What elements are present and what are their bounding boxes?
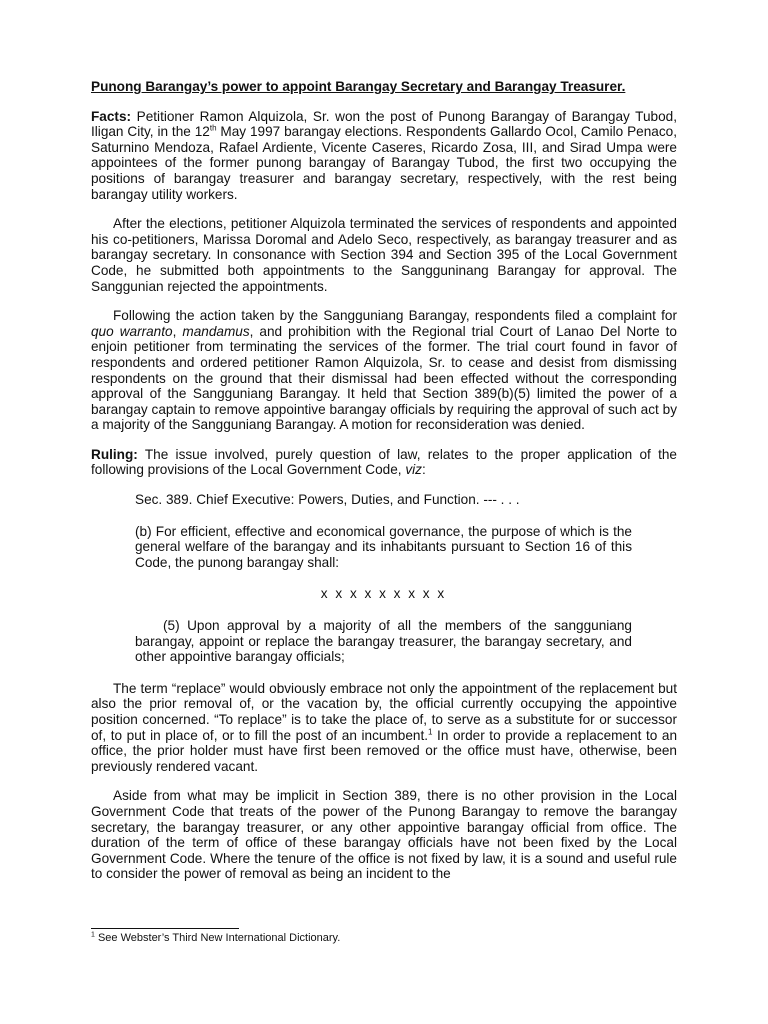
- quote-paragraph-b: (b) For efficient, effective and economical governance, the purpose of which is the general welfare of the barangay and its inhabitants pursuant to Section 16 of this Code, the punong barangay shall:: [135, 523, 632, 570]
- document-title: Punong Barangay’s power to appoint Barangay Secretary and Barangay Treasurer.: [91, 79, 626, 94]
- ruling-end: :: [421, 462, 426, 478]
- ruling-paragraph: [91, 447, 677, 478]
- facts-ordinal-suffix: th: [209, 123, 217, 133]
- quote-omission-marker: x x x x x x x x x: [320, 586, 447, 602]
- following-action-paragraph: [91, 308, 677, 433]
- after-elections-paragraph: After the elections, petitioner Alquizola terminated the services of respondents and appointed his co-petitioners, Marissa Doromal and Adelo Seco, respectively, as barangay treasurer and as barangay secretary. In consonance with Section 394 and Section 395 of the Local Government Code, he submitted both appointments to the Sangguninang Barangay for approval. The Sanggunian rejected the appointments.: [91, 216, 677, 294]
- aside-paragraph: Aside from what may be implicit in Section 389, there is no other provision in the Local Government Code that treats of the power of the Punong Barangay to remove the barangay secretary, the barangay treasurer, or any other appointive barangay official from office. The duration of the term of office of these barangay officials have not been fixed by the Local Government Code. Where the tenure of the office is not fixed by law, it is a sound and useful rule to consider the power of removal as being an incident to the: [91, 788, 677, 882]
- replace-text-2: In order to provide a replacement to an office, the prior holder must have first been removed or the office must have, otherwise, been previously rendered vacant.: [91, 727, 677, 774]
- following-italic-quo-warranto: quo warranto: [91, 323, 173, 339]
- footnote-separator: [91, 928, 239, 929]
- following-text-1: Following the action taken by the Sangguniang Barangay, respondents filed a complaint for: [113, 308, 677, 324]
- document-body: [91, 79, 677, 896]
- quote-item-5: (5) Upon approval by a majority of all the members of the sangguniang barangay, appoint or replace the barangay treasurer, the barangay secretary, and other appointive barangay officials;: [135, 618, 632, 665]
- footnote-reference: 1: [428, 727, 433, 737]
- replace-text-1: The term “replace” would obviously embrace not only the appointment of the replacement but also the prior removal of, or the vacation by, the official currently occupying the appointive position concerned. “To replace” is to take the place of, to serve as a substitute for or successor of, to put in place of, or to fill the post of an incumbent.: [91, 680, 677, 743]
- quote-section-heading: Sec. 389. Chief Executive: Powers, Duties, and Function. --- . . .: [135, 492, 520, 508]
- block-quote: [135, 492, 632, 665]
- following-text-2: ,: [172, 323, 183, 339]
- following-italic-mandamus: mandamus: [182, 323, 250, 339]
- facts-text-2: May 1997 barangay elections. Respondents Gallardo Ocol, Camilo Penaco, Saturnino Mendoza, Rafael Ardiente, Vicente Caseres, Ricardo Zosa, III, and Sirad Umpa were appointees of the former punong barangay of Barangay Tubod, the first two occupying the positions of barangay treasurer and barangay secretary, respectively, with the rest being barangay utility workers.: [91, 124, 677, 202]
- following-text-3: , and prohibition with the Regional trial Court of Lanao Del Norte to enjoin petitioner from terminating the services of the former. The trial court found in favor of respondents and ordered petitioner Ramon Alquizola, Sr. to cease and desist from dismissing respondents on the ground that their dismissal had been effected without the corresponding approval of the Sangguniang Barangay. It held that Section 389(b)(5) limited the power of a barangay captain to remove appointive barangay officials by requiring the approval of such act by a majority of the Sangguniang Barangay. A motion for reconsideration was denied.: [91, 323, 677, 433]
- facts-text-1: Petitioner Ramon Alquizola, Sr. won the post of Punong Barangay of Barangay Tubod, Iligan City, in the 12: [91, 108, 677, 140]
- ruling-label: Ruling:: [91, 446, 138, 462]
- footnote-text: See Webster’s Third New International Dictionary.: [94, 932, 341, 944]
- ruling-text: The issue involved, purely question of law, relates to the proper application of the following provisions of the Local Government Code,: [91, 446, 677, 478]
- footnote-number: 1: [91, 931, 95, 939]
- facts-paragraph: [91, 109, 677, 203]
- footnote: [91, 932, 340, 945]
- replace-paragraph: [91, 681, 677, 775]
- facts-label: Facts:: [91, 108, 132, 124]
- ruling-italic-viz: viz: [405, 462, 422, 478]
